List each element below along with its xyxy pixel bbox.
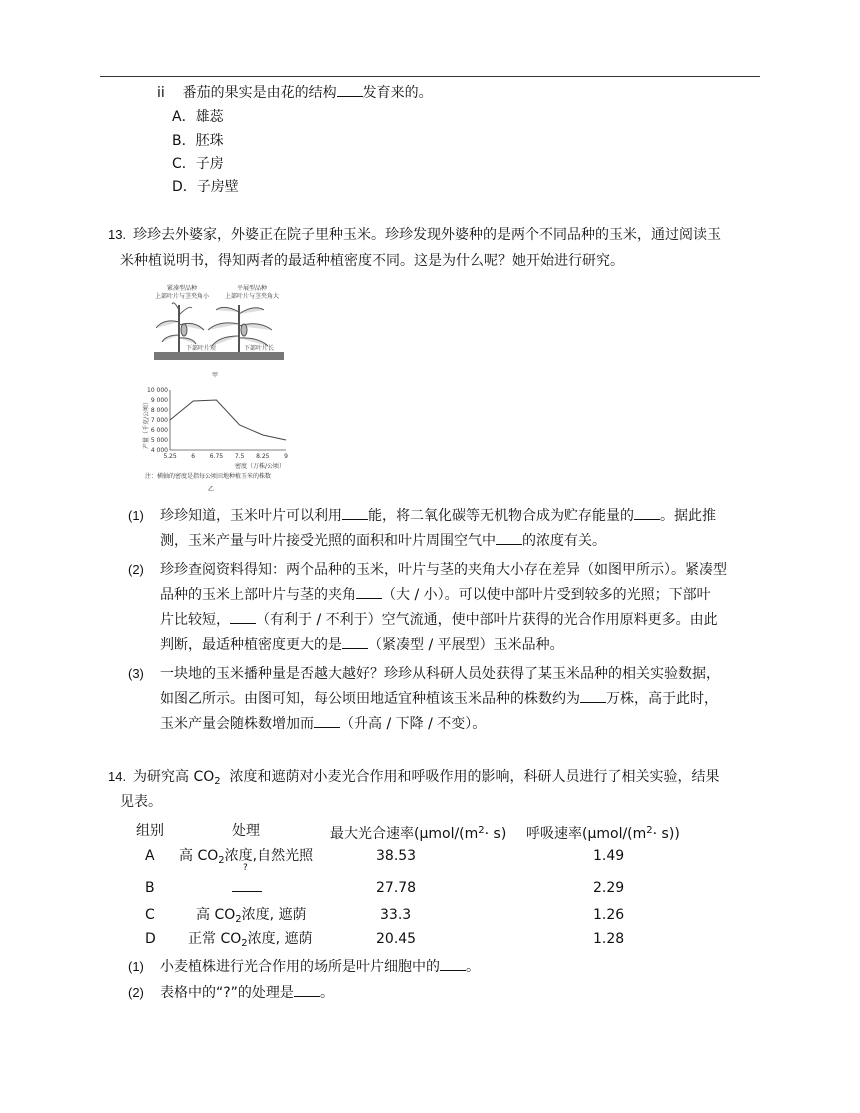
row-b-max: 27.78 (376, 880, 417, 896)
jia-right-label-2: 上部叶片与茎夹角大 (224, 293, 280, 300)
q13-line2: 米种植说明书，得知两者的最适种植密度不同。这是为什么呢？她开始进行研究。 (120, 253, 624, 269)
answer-blank[interactable] (314, 713, 340, 728)
header-rule (100, 76, 760, 77)
row-a-treatment: 高 $CO_2$浓度,自然光照 (179, 848, 314, 866)
row-c-max: 33.3 (380, 907, 412, 923)
answer-blank[interactable] (356, 584, 382, 599)
th-max-photosynthesis: 最大光合速率($\mu mol/(m^2\cdot s)$ (330, 825, 507, 842)
q14-1-number: (1) (128, 959, 144, 974)
yi-note: 注：横轴的密度是指每公顷田地种植玉米的株数 (145, 473, 272, 480)
figure-yi-chart (140, 384, 300, 494)
q12-option-d[interactable]: D．子房壁 (172, 179, 239, 195)
q14-2-text: 表格中的“?”的处理是 。 (160, 982, 334, 1004)
q13-3-line2: 如图乙所示。由图可知，每公顷田地适宜种植该玉米品种的株数约为 万株，高于此时， (160, 688, 718, 710)
th-group: 组别 (136, 823, 164, 839)
q12-roman: ii (157, 85, 165, 101)
y-tick-label: 4 000 (150, 447, 168, 454)
q13-2-number: (2) (128, 562, 144, 577)
answer-blank[interactable] (342, 634, 368, 649)
answer-blank[interactable] (496, 530, 522, 545)
y-tick-label: 5 000 (150, 437, 168, 444)
q14-line2: 见表。 (120, 794, 162, 810)
jia-right-label-1: 平展型品种 (236, 285, 268, 292)
q14-number: 14. (108, 769, 127, 784)
x-ticks (163, 453, 288, 460)
q13-3-line1: 一块地的玉米播种量是否越大越好？珍珍从科研人员处获得了某玉米品种的相关实验数据， (160, 666, 720, 682)
q13-3-number: (3) (128, 666, 144, 681)
q13-1-line2: 测，玉米产量与叶片接受光照的面积和叶片周围空气中 的浓度有关。 (160, 530, 606, 552)
q13-line1: 珍珍去外婆家，外婆正在院子里种玉米。珍珍发现外婆种的是两个不同品种的玉米，通过阅读玉 (133, 227, 721, 243)
q14-line1: 为研究高 $CO_2$ 浓度和遮荫对小麦光合作用和呼吸作用的影响，科研人员进行了相关实验，结果 (133, 769, 720, 787)
row-d-max: 20.45 (376, 931, 417, 947)
soil (154, 352, 284, 360)
row-c-treatment: 高 $CO_2$浓度, 遮荫 (196, 907, 307, 925)
q13-3-line3: 玉米产量会随株数增加而 （升高 / 下降 / 不变）。 (160, 713, 486, 735)
x-tick-label: 6 (191, 453, 196, 460)
q14-2-number: (2) (128, 985, 144, 1000)
q12-option-b[interactable]: B．胚珠 (172, 133, 224, 149)
q13-2-line1: 珍珍查阅资料得知：两个品种的玉米，叶片与茎的夹角大小存在差异（如图甲所示）。紧凑型 (160, 562, 727, 578)
answer-blank[interactable] (580, 688, 606, 703)
q12-option-c[interactable]: C．子房 (172, 156, 224, 172)
th-treatment: 处理 (232, 823, 260, 839)
row-c-resp: 1.26 (593, 907, 625, 923)
row-b-question-mark: ? (243, 863, 248, 873)
y-tick-label: 9 000 (150, 397, 168, 404)
q12-option-a[interactable]: A．雄蕊 (172, 109, 224, 125)
row-b-resp: 2.29 (593, 880, 625, 896)
row-d-group: D (145, 931, 156, 947)
q12-stem (157, 82, 433, 104)
x-tick-label: 9 (284, 453, 288, 460)
answer-blank[interactable] (342, 505, 368, 520)
row-c-group: C (145, 907, 155, 923)
answer-blank[interactable] (634, 505, 660, 520)
x-axis-label: 密度（万株/公顷） (234, 463, 286, 470)
jia-left-label-1: 紧凑型品种 (166, 285, 198, 292)
row-a-resp: 1.49 (593, 848, 625, 864)
y-tick-label: 7 000 (150, 417, 168, 424)
q13-2-line3: 片比较短， （有利于 / 不利于）空气流通，使中部叶片获得的光合作用原料更多。由此 (160, 609, 718, 631)
q13-2-line4: 判断，最适种植密度更大的是 （紧凑型 / 平展型）玉米品种。 (160, 634, 564, 656)
y-tick-label: 8 000 (150, 407, 168, 414)
yield-line (170, 400, 286, 440)
y-axis-label: 产量（千克/公顷） (143, 398, 150, 450)
jia-caption: 甲 (212, 372, 219, 379)
yi-caption: 乙 (208, 486, 215, 493)
jia-right-bottom: 下部叶片长 (244, 345, 275, 352)
answer-blank[interactable] (294, 982, 320, 997)
row-b-treatment-blank[interactable] (232, 877, 262, 899)
row-d-treatment: 正常 $CO_2$浓度, 遮荫 (188, 931, 313, 949)
figure-jia (144, 280, 294, 380)
y-tick-label: 6 000 (150, 427, 168, 434)
answer-blank[interactable] (440, 956, 466, 971)
jia-left-bottom: 下部叶片短 (186, 345, 217, 352)
answer-blank[interactable] (337, 82, 363, 97)
row-a-max: 38.53 (376, 848, 417, 864)
y-tick-label: 10 000 (147, 387, 168, 394)
q13-1-number: (1) (128, 508, 144, 523)
q13-1-line1: 珍珍知道，玉米叶片可以利用 能，将二氧化碳等无机物合成为贮存能量的 。据此推 (160, 505, 716, 527)
x-tick-label: 8.25 (256, 453, 270, 460)
y-ticks (147, 387, 168, 454)
q12-stem-a: 番茄的果实是由花的结构 (182, 85, 337, 101)
q13-2-line2: 品种的玉米上部叶片与茎的夹角 （大 / 小）。可以使中部叶片受到较多的光照；下部叶 (160, 584, 711, 606)
answer-blank[interactable] (230, 609, 256, 624)
q13-number: 13. (108, 227, 127, 242)
x-tick-label: 7.5 (234, 453, 245, 460)
jia-left-label-2: 上部叶片与茎夹角小 (154, 293, 210, 300)
q12-stem-b: 发育来的。 (362, 85, 433, 101)
q14-1-text: 小麦植株进行光合作用的场所是叶片细胞中的 。 (160, 956, 480, 978)
row-a-group: A (145, 848, 155, 864)
th-respiration: 呼吸速率$(\mu mol/(m^2\cdot s))$ (526, 825, 680, 842)
x-tick-label: 5.25 (163, 453, 177, 460)
x-tick-label: 6.75 (209, 453, 224, 460)
row-d-resp: 1.28 (593, 931, 625, 947)
row-b-group: B (145, 880, 155, 896)
